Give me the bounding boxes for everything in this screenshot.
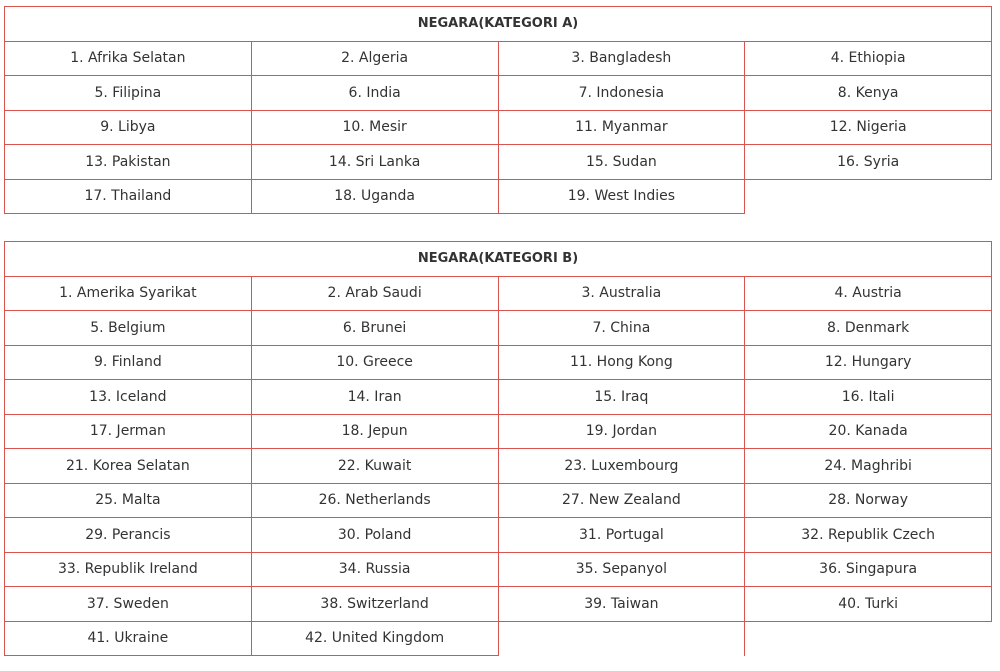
country-cell: 11. Myanmar (498, 110, 745, 145)
country-cell: 4. Austria (745, 276, 992, 311)
table-row (5, 621, 992, 656)
table-row (5, 311, 992, 346)
country-table-category-a (4, 6, 992, 214)
table-row (5, 76, 992, 111)
country-cell: 8. Kenya (745, 76, 992, 111)
table-row (5, 276, 992, 311)
country-cell: 5. Belgium (5, 311, 252, 346)
table-title: NEGARA(KATEGORI B) (5, 242, 992, 277)
country-cell: 9. Finland (5, 345, 252, 380)
country-cell: 18. Uganda (251, 179, 498, 214)
country-cell: 11. Hong Kong (498, 345, 745, 380)
table-row (5, 414, 992, 449)
empty-cell (745, 621, 992, 656)
empty-cell (498, 621, 745, 656)
country-cell: 13. Iceland (5, 380, 252, 415)
country-cell: 1. Amerika Syarikat (5, 276, 252, 311)
country-cell: 7. China (498, 311, 745, 346)
country-cell: 12. Hungary (745, 345, 992, 380)
country-cell: 37. Sweden (5, 587, 252, 622)
country-cell: 39. Taiwan (498, 587, 745, 622)
country-cell: 21. Korea Selatan (5, 449, 252, 484)
country-cell: 19. West Indies (498, 179, 745, 214)
country-cell: 4. Ethiopia (745, 41, 992, 76)
country-cell: 7. Indonesia (498, 76, 745, 111)
country-cell: 6. India (251, 76, 498, 111)
country-cell: 35. Sepanyol (498, 552, 745, 587)
country-cell: 30. Poland (251, 518, 498, 553)
country-cell: 36. Singapura (745, 552, 992, 587)
country-cell: 2. Algeria (251, 41, 498, 76)
table-row (5, 345, 992, 380)
table-row (5, 380, 992, 415)
country-cell: 20. Kanada (745, 414, 992, 449)
country-cell: 16. Itali (745, 380, 992, 415)
country-cell: 19. Jordan (498, 414, 745, 449)
table-row (5, 449, 992, 484)
country-cell: 33. Republik Ireland (5, 552, 252, 587)
country-cell: 6. Brunei (251, 311, 498, 346)
country-cell: 3. Australia (498, 276, 745, 311)
country-cell: 32. Republik Czech (745, 518, 992, 553)
table-row (5, 145, 992, 180)
country-cell: 23. Luxembourg (498, 449, 745, 484)
table-row (5, 41, 992, 76)
country-cell: 14. Sri Lanka (251, 145, 498, 180)
table-row (5, 552, 992, 587)
country-cell: 27. New Zealand (498, 483, 745, 518)
table-row (5, 483, 992, 518)
country-cell: 42. United Kingdom (251, 621, 498, 656)
country-cell: 15. Sudan (498, 145, 745, 180)
table-header-row (5, 242, 992, 277)
country-cell: 31. Portugal (498, 518, 745, 553)
table-row (5, 110, 992, 145)
country-cell: 9. Libya (5, 110, 252, 145)
country-cell: 15. Iraq (498, 380, 745, 415)
country-cell: 10. Mesir (251, 110, 498, 145)
table-row (5, 518, 992, 553)
country-cell: 5. Filipina (5, 76, 252, 111)
country-cell: 24. Maghribi (745, 449, 992, 484)
country-cell: 28. Norway (745, 483, 992, 518)
country-cell: 13. Pakistan (5, 145, 252, 180)
table-body (5, 41, 992, 214)
country-cell: 17. Jerman (5, 414, 252, 449)
table-title: NEGARA(KATEGORI A) (5, 7, 992, 42)
country-cell: 40. Turki (745, 587, 992, 622)
country-cell: 1. Afrika Selatan (5, 41, 252, 76)
country-cell: 38. Switzerland (251, 587, 498, 622)
table-row (5, 179, 992, 214)
country-cell: 18. Jepun (251, 414, 498, 449)
country-cell: 26. Netherlands (251, 483, 498, 518)
country-cell: 16. Syria (745, 145, 992, 180)
country-cell: 41. Ukraine (5, 621, 252, 656)
country-cell: 3. Bangladesh (498, 41, 745, 76)
country-cell: 8. Denmark (745, 311, 992, 346)
table-body (5, 276, 992, 656)
country-cell: 14. Iran (251, 380, 498, 415)
country-table-category-b (4, 241, 992, 656)
country-cell: 12. Nigeria (745, 110, 992, 145)
country-cell: 29. Perancis (5, 518, 252, 553)
table-header-row (5, 7, 992, 42)
empty-cell (745, 179, 992, 214)
country-cell: 34. Russia (251, 552, 498, 587)
country-cell: 2. Arab Saudi (251, 276, 498, 311)
table-row (5, 587, 992, 622)
country-cell: 17. Thailand (5, 179, 252, 214)
country-cell: 25. Malta (5, 483, 252, 518)
country-cell: 22. Kuwait (251, 449, 498, 484)
country-cell: 10. Greece (251, 345, 498, 380)
